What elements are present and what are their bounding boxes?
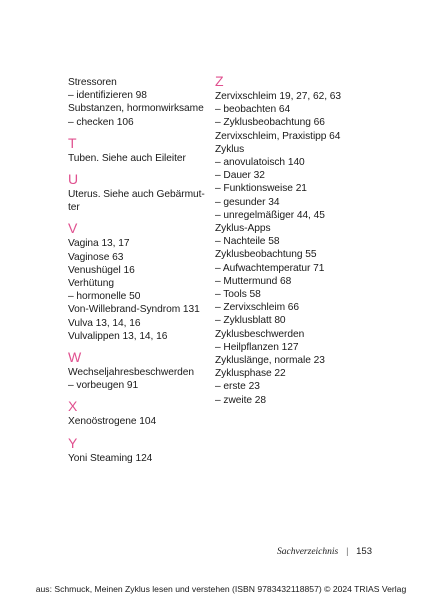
index-entry: Tuben. Siehe auch Eileiter	[68, 152, 186, 164]
index-entry: Zyklus-Apps	[215, 223, 271, 235]
index-subentry: – vorbeugen 91	[68, 380, 139, 392]
index-subentry: – anovulatoisch 140	[215, 157, 305, 169]
index-entry: Zyklusbeobachtung 55	[215, 249, 317, 261]
index-subentry: – hormonelle 50	[68, 291, 141, 303]
index-entry: Vulva 13, 14, 16	[68, 317, 141, 329]
index-entry: Yoni Steaming 124	[68, 452, 153, 464]
index-subentry: – Heilpflanzen 127	[215, 341, 299, 353]
index-entry: Zyklusbeschwerden	[215, 328, 305, 340]
index-entry: Vulvalippen 13, 14, 16	[68, 330, 168, 342]
section-letter-x: X	[68, 398, 78, 415]
index-subentry: – unregelmäßiger 44, 45	[215, 209, 325, 221]
index-entry: Uterus. Siehe auch Gebärmut-	[68, 189, 205, 201]
index-entry: Vagina 13, 17	[68, 238, 130, 250]
index-subentry: – zweite 28	[215, 394, 266, 406]
section-letter-u: U	[68, 171, 79, 188]
index-column-right	[215, 73, 375, 407]
running-footer-section: Sachverzeichnis	[277, 547, 339, 557]
index-entry: Verhütung	[68, 278, 115, 290]
index-entry: Zervixschleim 19, 27, 62, 63	[215, 91, 342, 102]
index-entry: Venushügel 16	[68, 264, 135, 276]
index-subentry: – Aufwachtemperatur 71	[215, 262, 325, 274]
index-subentry: – Funktionsweise 21	[215, 183, 307, 195]
section-letter-y: Y	[68, 434, 78, 451]
section-s	[68, 76, 218, 129]
index-subentry: – beobachten 64	[215, 104, 291, 116]
index-subentry: – gesunder 34	[215, 196, 280, 208]
section-letter-t: T	[68, 134, 77, 151]
index-subentry: – Dauer 32	[215, 170, 265, 182]
index-entry: Wechseljahresbeschwerden	[68, 367, 195, 379]
index-subentry: – Zervixschleim 66	[215, 302, 300, 314]
copyright-credit: aus: Schmuck, Meinen Zyklus lesen und verstehen (ISBN 9783432118857) © 2024 TRIAS Verlag	[35, 584, 407, 594]
index-entry: Zyklus	[215, 143, 245, 155]
index-subentry: – Zyklusblatt 80	[215, 315, 286, 327]
section-letter-z: Z	[215, 73, 224, 89]
index-entry-continuation: ter	[68, 202, 80, 214]
section-letter-w: W	[68, 349, 82, 366]
index-entry: Stressoren	[68, 77, 117, 88]
index-entry: Zervixschleim, Praxistipp 64	[215, 130, 341, 142]
index-subentry: – Nachteile 58	[215, 236, 280, 248]
page-footer	[277, 546, 372, 557]
page-number: 153	[356, 546, 372, 557]
footer-separator: |	[346, 547, 349, 557]
index-subentry: – Tools 58	[215, 289, 261, 301]
index-entry: Von-Willebrand-Syndrom 131	[68, 304, 200, 316]
index-entry: Vaginose 63	[68, 251, 124, 263]
index-entry: Substanzen, hormonwirksame	[68, 103, 204, 115]
index-entry: Zyklusphase 22	[215, 368, 286, 380]
section-letter-v: V	[68, 220, 78, 237]
index-subentry: – identifizieren 98	[68, 90, 147, 102]
index-column-left	[68, 76, 218, 465]
index-subentry: – Zyklusbeobachtung 66	[215, 117, 325, 129]
index-entry: Zykluslänge, normale 23	[215, 355, 325, 367]
index-subentry: – erste 23	[215, 381, 260, 393]
index-subentry: – checken 106	[68, 116, 134, 128]
index-entry: Xenoöstrogene 104	[68, 416, 157, 428]
index-subentry: – Muttermund 68	[215, 275, 292, 287]
